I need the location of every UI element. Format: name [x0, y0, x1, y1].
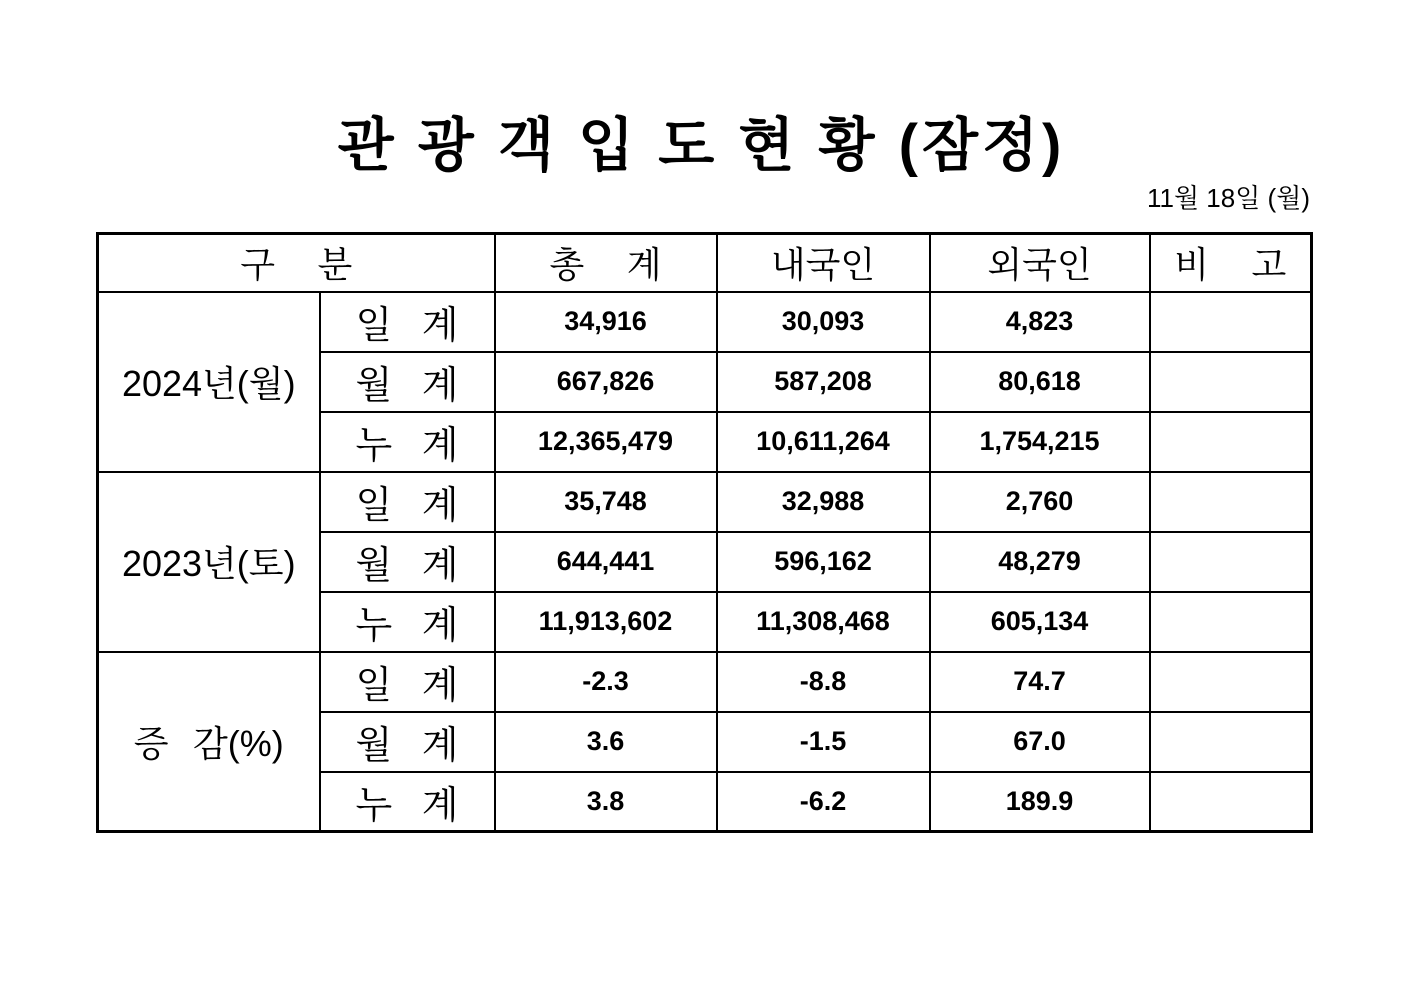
col-header-domestic: 내국인 — [717, 234, 930, 292]
cell-note — [1150, 412, 1312, 472]
row-group-label-2023: 2023년(토) — [98, 472, 320, 652]
cell-foreign: 189.9 — [930, 772, 1150, 832]
row-label: 월 계 — [320, 712, 495, 772]
cell-total: -2.3 — [495, 652, 717, 712]
cell-domestic: 30,093 — [717, 292, 930, 352]
row-group-label-2024: 2024년(월) — [98, 292, 320, 472]
cell-total: 667,826 — [495, 352, 717, 412]
row-label: 누 계 — [320, 592, 495, 652]
cell-domestic: -8.8 — [717, 652, 930, 712]
tourist-arrivals-table — [96, 232, 1313, 833]
cell-note — [1150, 352, 1312, 412]
cell-domestic: 587,208 — [717, 352, 930, 412]
cell-foreign: 48,279 — [930, 532, 1150, 592]
cell-note — [1150, 292, 1312, 352]
cell-note — [1150, 472, 1312, 532]
cell-note — [1150, 772, 1312, 832]
row-label: 일 계 — [320, 292, 495, 352]
cell-domestic: 11,308,468 — [717, 592, 930, 652]
cell-domestic: 32,988 — [717, 472, 930, 532]
cell-note — [1150, 592, 1312, 652]
cell-foreign: 2,760 — [930, 472, 1150, 532]
row-group-label-change: 증 감(%) — [98, 652, 320, 832]
row-label: 월 계 — [320, 532, 495, 592]
col-header-foreign: 외국인 — [930, 234, 1150, 292]
col-header-note: 비 고 — [1150, 234, 1312, 292]
table-row — [98, 472, 1312, 532]
cell-foreign: 4,823 — [930, 292, 1150, 352]
cell-total: 12,365,479 — [495, 412, 717, 472]
cell-total: 11,913,602 — [495, 592, 717, 652]
cell-domestic: 596,162 — [717, 532, 930, 592]
table-row — [98, 652, 1312, 712]
cell-domestic: -6.2 — [717, 772, 930, 832]
report-date: 11월 18일 (월) — [1146, 183, 1310, 213]
table-row — [98, 292, 1312, 352]
cell-total: 35,748 — [495, 472, 717, 532]
cell-total: 3.8 — [495, 772, 717, 832]
cell-note — [1150, 712, 1312, 772]
cell-foreign: 67.0 — [930, 712, 1150, 772]
cell-total: 34,916 — [495, 292, 717, 352]
row-label: 일 계 — [320, 652, 495, 712]
cell-total: 644,441 — [495, 532, 717, 592]
page-title: 관 광 객 입 도 현 황 (잠정) — [337, 113, 1066, 178]
row-label: 누 계 — [320, 412, 495, 472]
col-header-total: 총 계 — [495, 234, 717, 292]
cell-foreign: 74.7 — [930, 652, 1150, 712]
cell-note — [1150, 652, 1312, 712]
cell-domestic: 10,611,264 — [717, 412, 930, 472]
row-label: 일 계 — [320, 472, 495, 532]
cell-foreign: 605,134 — [930, 592, 1150, 652]
col-header-category: 구 분 — [98, 234, 495, 292]
cell-domestic: -1.5 — [717, 712, 930, 772]
cell-note — [1150, 532, 1312, 592]
header-row — [98, 234, 1312, 292]
cell-total: 3.6 — [495, 712, 717, 772]
row-label: 누 계 — [320, 772, 495, 832]
row-label: 월 계 — [320, 352, 495, 412]
cell-foreign: 80,618 — [930, 352, 1150, 412]
cell-foreign: 1,754,215 — [930, 412, 1150, 472]
